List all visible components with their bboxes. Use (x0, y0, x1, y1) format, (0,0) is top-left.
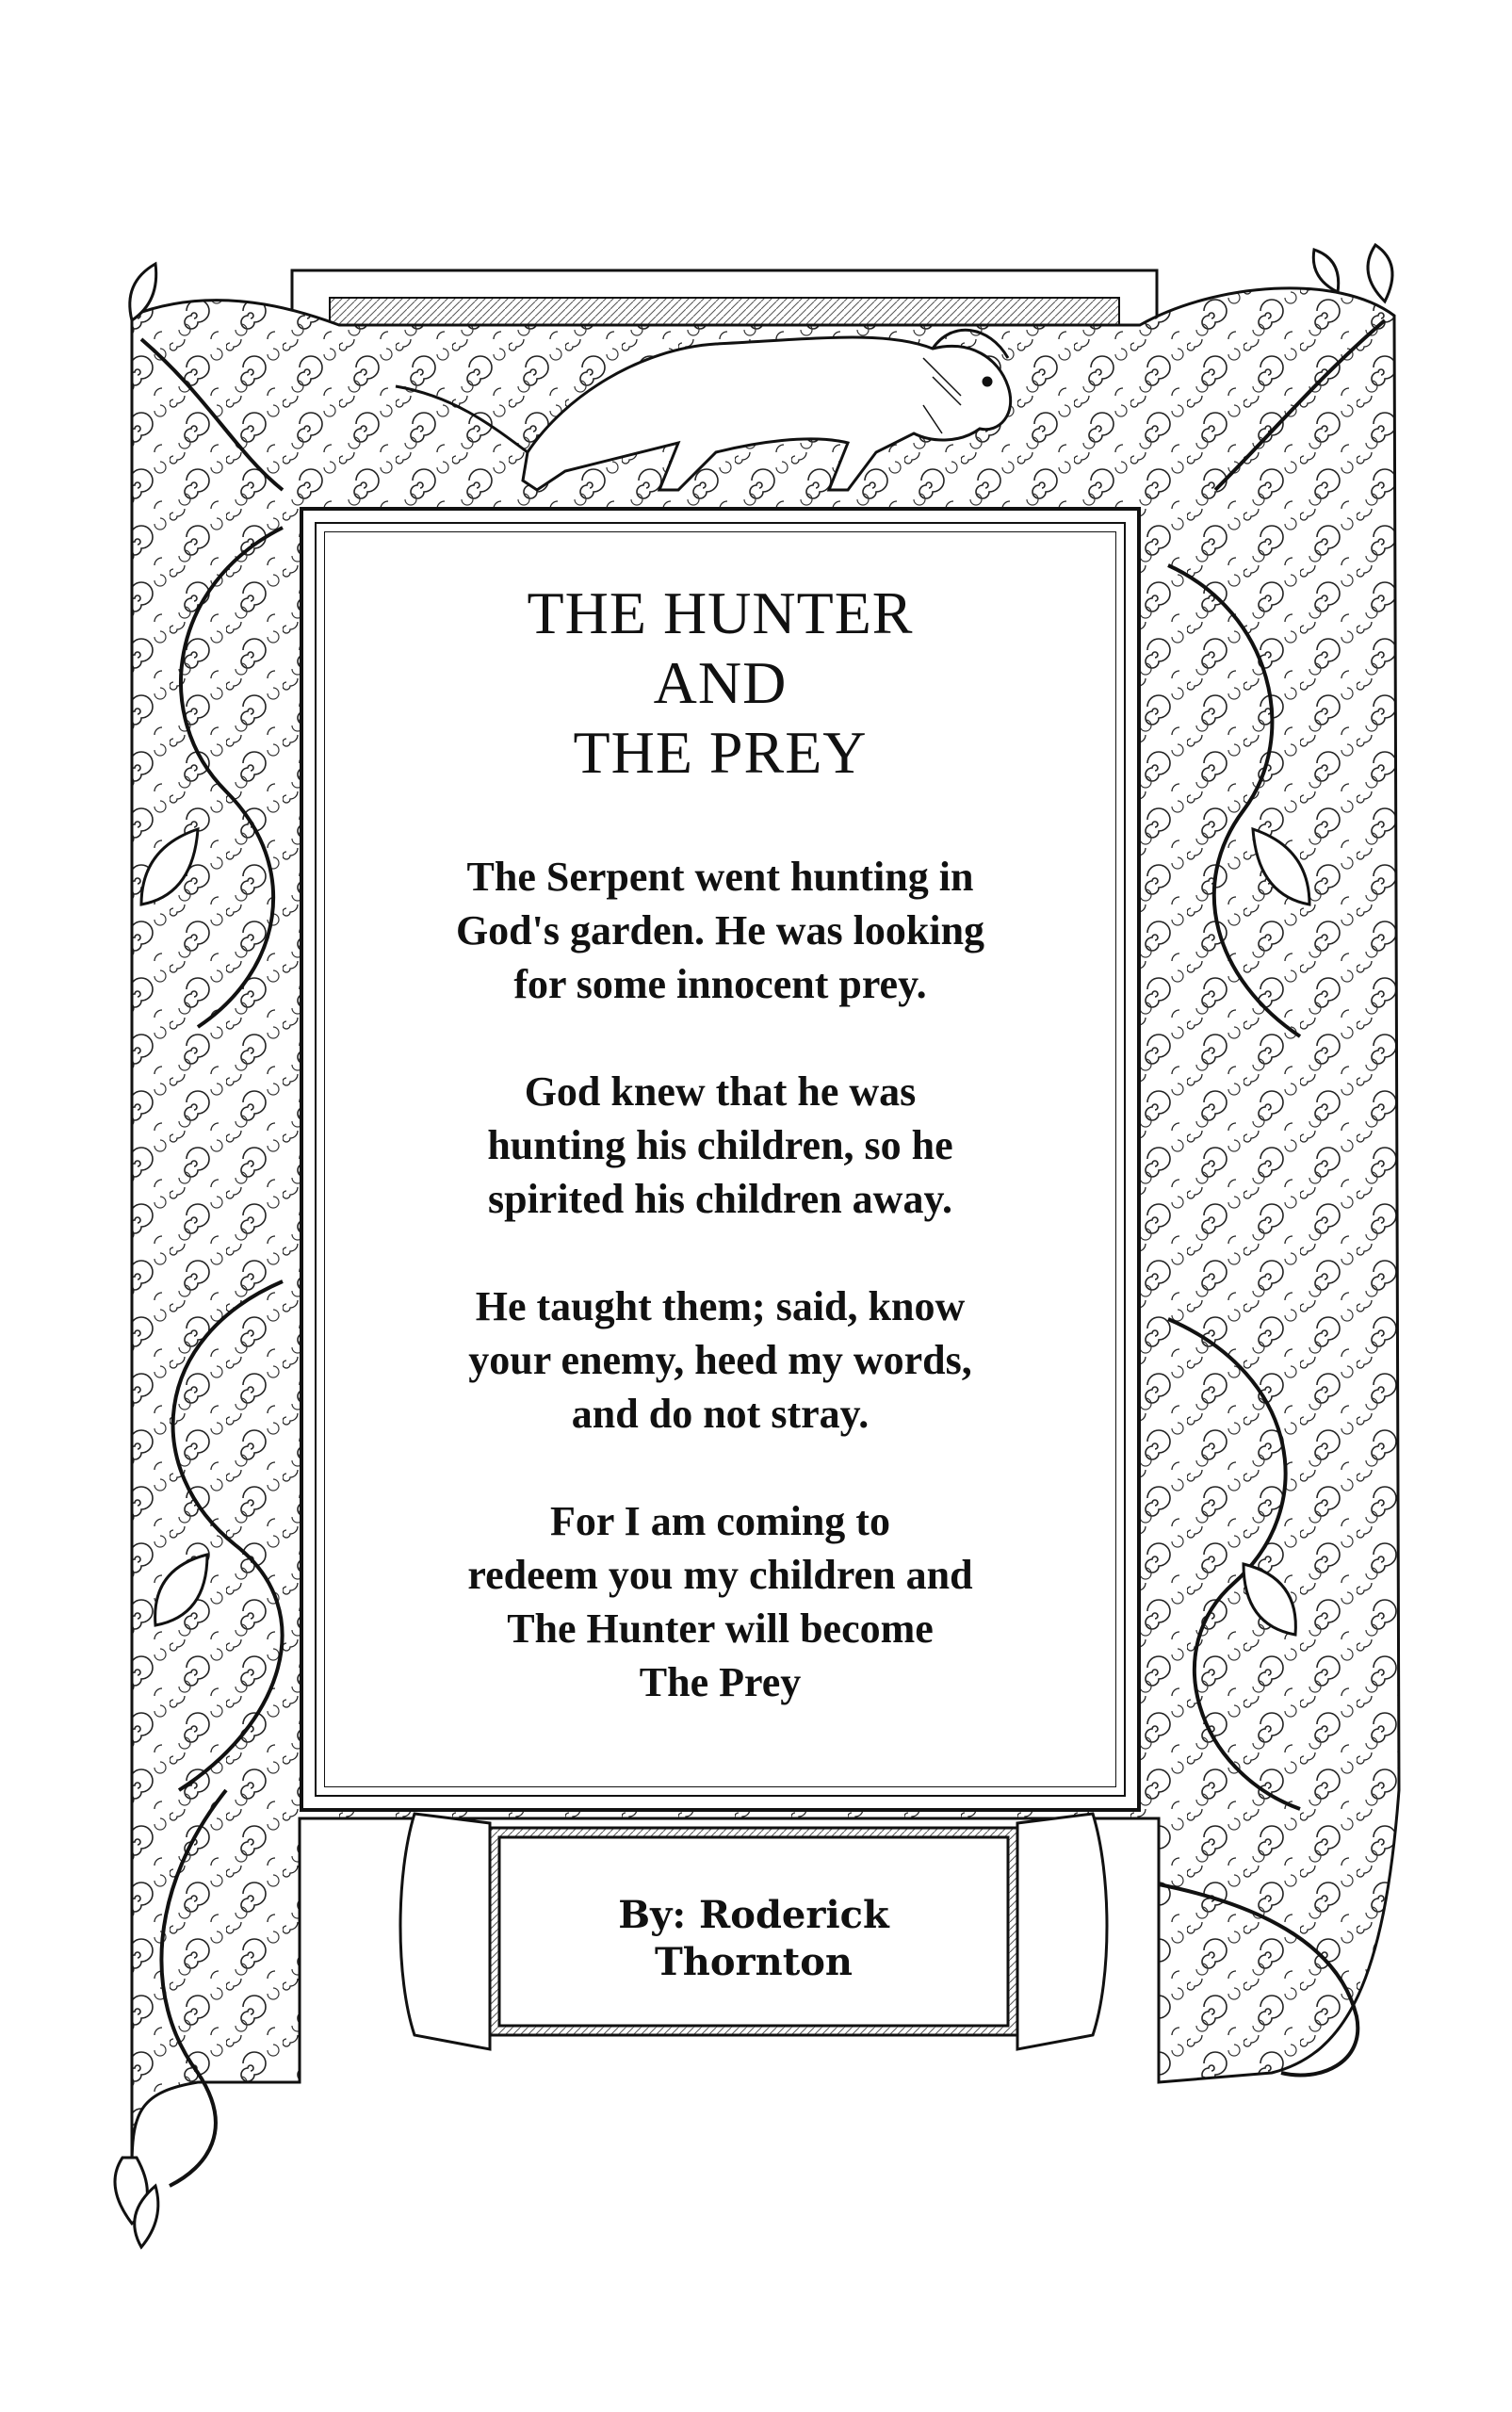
title-line: THE PREY (573, 719, 868, 786)
stanza-3 (332, 1279, 1109, 1441)
byline-line: Thornton (655, 1940, 853, 1984)
stanza-1 (332, 850, 1109, 1011)
poem-title (303, 579, 1137, 788)
byline-line: By: Roderick (618, 1893, 889, 1937)
title-line: AND (653, 649, 788, 716)
verse-line: and do not stray. (571, 1391, 870, 1437)
verse-line: The Prey (639, 1659, 802, 1705)
verse-line: The Hunter will become (507, 1605, 934, 1652)
verse-line: spirited his children away. (487, 1176, 953, 1222)
verse-line: For I am coming to (550, 1498, 890, 1544)
verse-line: God's garden. He was looking (455, 907, 985, 953)
verse-line: The Serpent went hunting in (466, 854, 974, 900)
verse-line: your enemy, heed my words, (468, 1337, 972, 1383)
verse-line: God knew that he was (524, 1068, 917, 1115)
stanza-2 (332, 1065, 1109, 1226)
verse-line: for some innocent prey. (513, 961, 927, 1007)
stanza-4 (332, 1494, 1109, 1709)
verse-line: He taught them; said, know (475, 1283, 966, 1329)
poem-panel (300, 507, 1141, 1812)
title-line: THE HUNTER (527, 579, 914, 646)
verse-line: hunting his children, so he (487, 1122, 953, 1168)
verse-line: redeem you my children and (467, 1552, 973, 1598)
author-byline (415, 1892, 1093, 1986)
poem-body (332, 850, 1109, 1763)
